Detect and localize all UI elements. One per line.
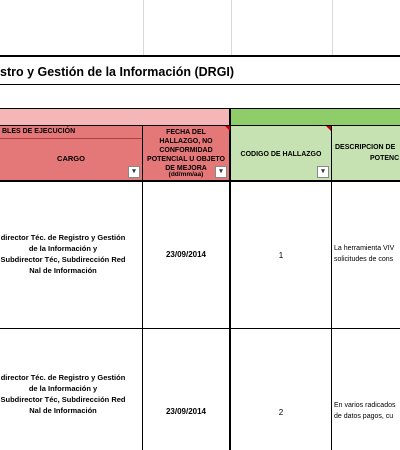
blank-row[interactable] [0,85,400,109]
cargo-line: director Téc. de Registro y Gestión [0,233,126,242]
cell-fecha[interactable] [143,329,231,450]
header-descripcion[interactable] [332,126,400,182]
cargo-line: Subdirector Téc, Subdirección Red [0,395,126,404]
group-band-green[interactable] [231,109,400,126]
descripcion-text [334,243,400,265]
filter-dropdown-icon[interactable]: ▾ [317,166,329,178]
header-fecha[interactable] [143,126,231,182]
header-fecha-label: FECHA DEL HALLAZGO, NO CONFORMIDAD POTENCIAL U OBJETO DE MEJORA [147,129,225,172]
group-band-red[interactable] [0,109,231,126]
sheet-title: stro y Gestión de la Información (DRGI) [0,65,235,79]
header-responsables-label: BLES DE EJECUCIÓN [0,128,142,139]
cell-cargo[interactable] [0,329,143,450]
descripcion-text [334,400,400,422]
descripcion-line: La herramienta VIV [334,245,395,252]
filter-dropdown-icon[interactable]: ▾ [215,166,227,178]
gridline [332,0,333,55]
header-cargo-label: CARGO [57,154,85,163]
header-cargo[interactable] [0,126,143,182]
cell-descripcion[interactable] [332,329,400,450]
comment-indicator[interactable] [326,126,331,131]
cargo-line: Nal de Información [29,266,97,275]
fecha-value: 23/09/2014 [165,407,207,416]
cargo-line: Nal de Información [29,406,97,415]
cell-cargo[interactable] [0,182,143,329]
descripcion-line: En varios radicados [334,402,396,409]
codigo-value: 2 [278,408,284,417]
sheet-empty-rows [0,0,400,55]
cargo-line: Subdirector Téc, Subdirección Red [0,255,126,264]
comment-indicator[interactable] [225,126,230,131]
cell-codigo[interactable] [231,182,332,329]
cargo-line: de la Información y [28,384,98,393]
header-codigo-label: CODIGO DE HALLAZGO [240,151,322,158]
header-fecha-format: (dd/mm/aa) [168,171,204,178]
gridline [143,0,144,55]
sheet-title-row[interactable] [0,55,400,85]
header-descripcion-label-1: DESCRIPCION DE [335,144,396,151]
cargo-text [0,372,138,416]
codigo-value: 1 [278,251,284,260]
cargo-line: director Téc. de Registro y Gestión [0,373,126,382]
cargo-text [0,232,138,276]
cargo-line: de la Información y [28,244,98,253]
header-codigo[interactable] [231,126,332,182]
gridline [231,0,232,55]
cell-fecha[interactable] [143,182,231,329]
cell-codigo[interactable] [231,329,332,450]
descripcion-line: de datos pagos, cu [334,413,394,420]
header-descripcion-label-2: POTENC [370,155,400,162]
filter-dropdown-icon[interactable]: ▾ [128,166,140,178]
descripcion-line: solicitudes de cons [334,256,394,263]
fecha-value: 23/09/2014 [165,250,207,259]
cell-descripcion[interactable] [332,182,400,329]
